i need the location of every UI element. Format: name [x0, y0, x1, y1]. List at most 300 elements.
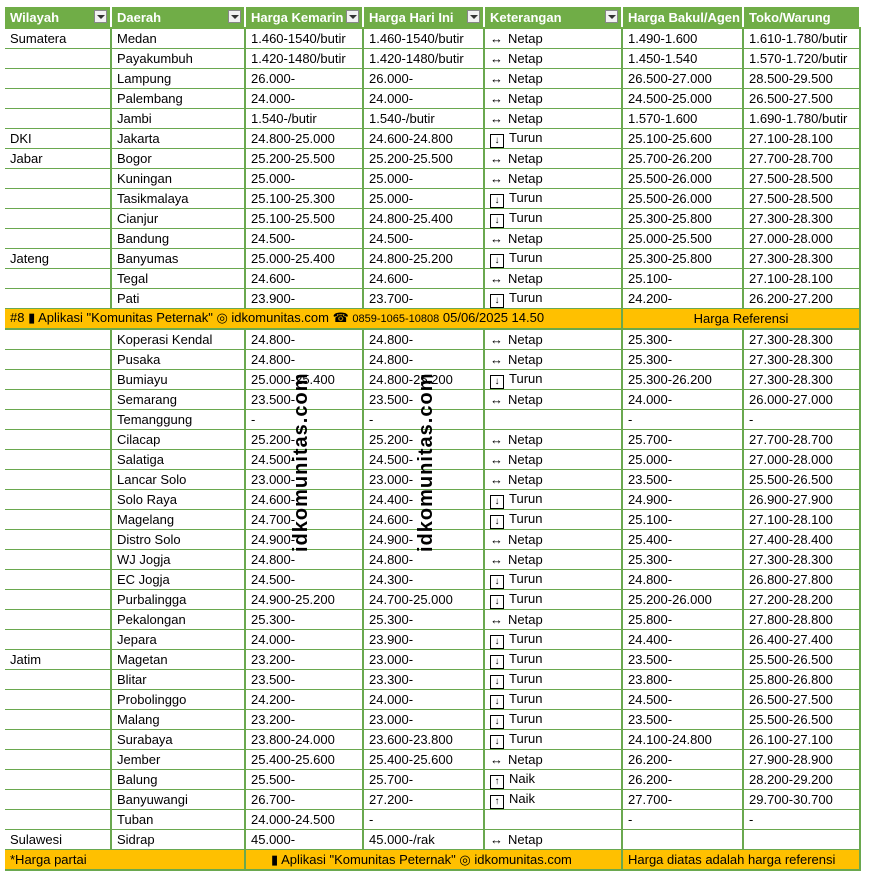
- cell-harga-hari-ini[interactable]: 24.800-: [363, 550, 484, 570]
- cell-toko[interactable]: 1.690-1.780/butir: [743, 109, 860, 129]
- cell-daerah[interactable]: Lampung: [111, 69, 245, 89]
- cell-wilayah[interactable]: [5, 350, 111, 370]
- cell-daerah[interactable]: Jember: [111, 750, 245, 770]
- cell-harga-kemarin[interactable]: 23.900-: [245, 289, 363, 309]
- cell-daerah[interactable]: Magelang: [111, 510, 245, 530]
- cell-harga-bakul[interactable]: 25.400-: [622, 530, 743, 550]
- cell-harga-hari-ini[interactable]: 1.420-1480/butir: [363, 49, 484, 69]
- cell-toko[interactable]: 25.500-26.500: [743, 650, 860, 670]
- cell-harga-kemarin[interactable]: 25.100-25.500: [245, 209, 363, 229]
- cell-keterangan[interactable]: [484, 229, 622, 249]
- cell-keterangan[interactable]: [484, 750, 622, 770]
- cell-harga-hari-ini[interactable]: 23.000-: [363, 710, 484, 730]
- cell-harga-bakul[interactable]: -: [622, 410, 743, 430]
- cell-wilayah[interactable]: [5, 710, 111, 730]
- cell-toko[interactable]: 1.570-1.720/butir: [743, 49, 860, 69]
- cell-toko[interactable]: -: [743, 810, 860, 830]
- cell-wilayah[interactable]: [5, 550, 111, 570]
- cell-harga-kemarin[interactable]: 23.200-: [245, 710, 363, 730]
- cell-daerah[interactable]: Pati: [111, 289, 245, 309]
- cell-toko[interactable]: 27.300-28.300: [743, 550, 860, 570]
- cell-keterangan[interactable]: [484, 269, 622, 289]
- cell-harga-bakul[interactable]: 24.900-: [622, 490, 743, 510]
- cell-daerah[interactable]: Cilacap: [111, 430, 245, 450]
- cell-harga-hari-ini[interactable]: 24.600-: [363, 510, 484, 530]
- cell-harga-hari-ini[interactable]: 24.800-: [363, 329, 484, 350]
- cell-harga-kemarin[interactable]: 25.200-25.500: [245, 149, 363, 169]
- cell-harga-kemarin[interactable]: -: [245, 410, 363, 430]
- cell-keterangan[interactable]: [484, 810, 622, 830]
- telephone-icon: ☎: [328, 310, 353, 325]
- cell-harga-hari-ini[interactable]: 24.600-: [363, 269, 484, 289]
- cell-harga-bakul[interactable]: 26.200-: [622, 750, 743, 770]
- cell-harga-kemarin[interactable]: 24.800-: [245, 350, 363, 370]
- cell-harga-kemarin[interactable]: 25.000-: [245, 169, 363, 189]
- cell-harga-bakul[interactable]: 24.100-24.800: [622, 730, 743, 750]
- cell-keterangan[interactable]: [484, 129, 622, 149]
- cell-harga-hari-ini[interactable]: 1.540-/butir: [363, 109, 484, 129]
- cell-harga-bakul[interactable]: 24.800-: [622, 570, 743, 590]
- cell-keterangan[interactable]: [484, 470, 622, 490]
- cell-harga-kemarin[interactable]: 24.500-: [245, 450, 363, 470]
- cell-wilayah[interactable]: [5, 109, 111, 129]
- cell-toko[interactable]: 28.500-29.500: [743, 69, 860, 89]
- cell-wilayah[interactable]: [5, 510, 111, 530]
- cell-daerah[interactable]: Sidrap: [111, 830, 245, 850]
- cell-toko[interactable]: 25.500-26.500: [743, 710, 860, 730]
- cell-toko[interactable]: 27.200-28.200: [743, 590, 860, 610]
- cell-toko[interactable]: 27.500-28.500: [743, 189, 860, 209]
- cell-harga-bakul[interactable]: 1.450-1.540: [622, 49, 743, 69]
- cell-wilayah[interactable]: [5, 490, 111, 510]
- cell-daerah[interactable]: Bogor: [111, 149, 245, 169]
- cell-harga-kemarin[interactable]: 1.540-/butir: [245, 109, 363, 129]
- cell-harga-kemarin[interactable]: 25.200-: [245, 430, 363, 450]
- cell-daerah[interactable]: Surabaya: [111, 730, 245, 750]
- cell-harga-kemarin[interactable]: 26.700-: [245, 790, 363, 810]
- cell-keterangan[interactable]: [484, 670, 622, 690]
- cell-wilayah[interactable]: Jabar: [5, 149, 111, 169]
- cell-harga-hari-ini[interactable]: 24.000-: [363, 89, 484, 109]
- filter-dropdown-icon[interactable]: [605, 10, 618, 23]
- cell-harga-bakul[interactable]: 24.000-: [622, 390, 743, 410]
- cell-wilayah[interactable]: DKI: [5, 129, 111, 149]
- cell-wilayah[interactable]: [5, 229, 111, 249]
- cell-harga-hari-ini[interactable]: 23.500-: [363, 390, 484, 410]
- cell-toko[interactable]: 27.000-28.000: [743, 229, 860, 249]
- cell-wilayah[interactable]: Sulawesi: [5, 830, 111, 850]
- cell-wilayah[interactable]: [5, 189, 111, 209]
- cell-keterangan[interactable]: [484, 770, 622, 790]
- cell-toko[interactable]: 25.800-26.800: [743, 670, 860, 690]
- cell-harga-bakul[interactable]: 25.100-25.600: [622, 129, 743, 149]
- cell-toko[interactable]: 28.200-29.200: [743, 770, 860, 790]
- cell-daerah[interactable]: Banyuwangi: [111, 790, 245, 810]
- cell-daerah[interactable]: Bandung: [111, 229, 245, 249]
- cell-harga-bakul[interactable]: -: [622, 810, 743, 830]
- cell-daerah[interactable]: Palembang: [111, 89, 245, 109]
- cell-wilayah[interactable]: [5, 590, 111, 610]
- cell-daerah[interactable]: Purbalingga: [111, 590, 245, 610]
- cell-keterangan[interactable]: [484, 730, 622, 750]
- cell-daerah[interactable]: Medan: [111, 28, 245, 49]
- cell-daerah[interactable]: Tuban: [111, 810, 245, 830]
- cell-wilayah[interactable]: Sumatera: [5, 28, 111, 49]
- cell-harga-bakul[interactable]: 25.000-25.500: [622, 229, 743, 249]
- cell-harga-bakul[interactable]: 23.500-: [622, 470, 743, 490]
- cell-harga-bakul[interactable]: 25.500-26.000: [622, 189, 743, 209]
- cell-harga-hari-ini[interactable]: 1.460-1540/butir: [363, 28, 484, 49]
- filter-dropdown-icon[interactable]: [467, 10, 480, 23]
- cell-keterangan[interactable]: [484, 289, 622, 309]
- cell-keterangan[interactable]: [484, 790, 622, 810]
- cell-harga-bakul[interactable]: 27.700-: [622, 790, 743, 810]
- cell-keterangan[interactable]: [484, 109, 622, 129]
- cell-harga-bakul[interactable]: 24.400-: [622, 630, 743, 650]
- cell-harga-bakul[interactable]: 25.000-: [622, 450, 743, 470]
- cell-harga-bakul[interactable]: 26.500-27.000: [622, 69, 743, 89]
- cell-toko[interactable]: 26.900-27.900: [743, 490, 860, 510]
- cell-daerah[interactable]: Salatiga: [111, 450, 245, 470]
- cell-harga-bakul[interactable]: 1.570-1.600: [622, 109, 743, 129]
- cell-harga-bakul[interactable]: 25.100-: [622, 510, 743, 530]
- cell-harga-bakul[interactable]: 25.300-: [622, 329, 743, 350]
- cell-daerah[interactable]: WJ Jogja: [111, 550, 245, 570]
- cell-wilayah[interactable]: [5, 470, 111, 490]
- cell-harga-hari-ini[interactable]: 24.500-: [363, 450, 484, 470]
- cell-daerah[interactable]: Magetan: [111, 650, 245, 670]
- cell-harga-bakul[interactable]: 25.300-25.800: [622, 209, 743, 229]
- cell-harga-kemarin[interactable]: 24.600-: [245, 269, 363, 289]
- cell-toko[interactable]: [743, 830, 860, 850]
- cell-toko[interactable]: 27.300-28.300: [743, 329, 860, 350]
- cell-toko[interactable]: 27.100-28.100: [743, 129, 860, 149]
- cell-toko[interactable]: 26.500-27.500: [743, 690, 860, 710]
- cell-harga-hari-ini[interactable]: 23.900-: [363, 630, 484, 650]
- cell-wilayah[interactable]: [5, 450, 111, 470]
- cell-harga-hari-ini[interactable]: 23.300-: [363, 670, 484, 690]
- cell-harga-hari-ini[interactable]: -: [363, 810, 484, 830]
- cell-daerah[interactable]: Cianjur: [111, 209, 245, 229]
- col-header-keterangan[interactable]: Keterangan: [484, 7, 622, 28]
- cell-keterangan[interactable]: [484, 69, 622, 89]
- cell-harga-bakul[interactable]: 25.300-25.800: [622, 249, 743, 269]
- cell-keterangan[interactable]: [484, 630, 622, 650]
- cell-harga-hari-ini[interactable]: 24.700-25.000: [363, 590, 484, 610]
- cell-harga-bakul[interactable]: 26.200-: [622, 770, 743, 790]
- cell-harga-kemarin[interactable]: 25.400-25.600: [245, 750, 363, 770]
- cell-harga-bakul[interactable]: 1.490-1.600: [622, 28, 743, 49]
- cell-toko[interactable]: 1.610-1.780/butir: [743, 28, 860, 49]
- cell-harga-hari-ini[interactable]: 27.200-: [363, 790, 484, 810]
- cell-toko[interactable]: 27.100-28.100: [743, 269, 860, 289]
- cell-toko[interactable]: 27.500-28.500: [743, 169, 860, 189]
- cell-daerah[interactable]: Banyumas: [111, 249, 245, 269]
- cell-daerah[interactable]: Probolinggo: [111, 690, 245, 710]
- filter-dropdown-icon[interactable]: [228, 10, 241, 23]
- cell-daerah[interactable]: Pusaka: [111, 350, 245, 370]
- cell-keterangan[interactable]: [484, 249, 622, 269]
- cell-daerah[interactable]: Tegal: [111, 269, 245, 289]
- cell-wilayah[interactable]: [5, 269, 111, 289]
- cell-wilayah[interactable]: Jatim: [5, 650, 111, 670]
- cell-harga-kemarin[interactable]: 24.800-: [245, 329, 363, 350]
- status-label: Turun: [509, 511, 543, 526]
- cell-keterangan[interactable]: [484, 49, 622, 69]
- cell-harga-kemarin[interactable]: 25.000-25.400: [245, 370, 363, 390]
- table-row: [5, 670, 860, 690]
- cell-toko[interactable]: 26.800-27.800: [743, 570, 860, 590]
- cell-daerah[interactable]: Bumiayu: [111, 370, 245, 390]
- cell-keterangan[interactable]: [484, 390, 622, 410]
- cell-keterangan[interactable]: [484, 510, 622, 530]
- cell-harga-bakul[interactable]: 24.500-: [622, 690, 743, 710]
- cell-daerah[interactable]: Jambi: [111, 109, 245, 129]
- cell-keterangan[interactable]: [484, 650, 622, 670]
- cell-harga-bakul[interactable]: 25.800-: [622, 610, 743, 630]
- cell-harga-bakul[interactable]: 24.200-: [622, 289, 743, 309]
- cell-wilayah[interactable]: [5, 329, 111, 350]
- cell-keterangan[interactable]: [484, 570, 622, 590]
- cell-keterangan[interactable]: [484, 28, 622, 49]
- cell-harga-kemarin[interactable]: 24.000-24.500: [245, 810, 363, 830]
- filter-dropdown-icon[interactable]: [346, 10, 359, 23]
- cell-wilayah[interactable]: [5, 169, 111, 189]
- cell-harga-kemarin[interactable]: 25.500-: [245, 770, 363, 790]
- cell-keterangan[interactable]: [484, 530, 622, 550]
- cell-harga-hari-ini[interactable]: 45.000-/rak: [363, 830, 484, 850]
- cell-harga-kemarin[interactable]: 25.000-25.400: [245, 249, 363, 269]
- cell-toko[interactable]: 27.000-28.000: [743, 450, 860, 470]
- cell-harga-hari-ini[interactable]: 24.000-: [363, 690, 484, 710]
- cell-daerah[interactable]: Blitar: [111, 670, 245, 690]
- cell-wilayah[interactable]: [5, 790, 111, 810]
- cell-harga-hari-ini[interactable]: 26.000-: [363, 69, 484, 89]
- cell-harga-bakul[interactable]: 23.800-: [622, 670, 743, 690]
- cell-keterangan[interactable]: [484, 610, 622, 630]
- col-header-harga-hari-ini[interactable]: Harga Hari Ini: [363, 7, 484, 28]
- cell-harga-kemarin[interactable]: 24.500-: [245, 229, 363, 249]
- col-header-harga-bakul[interactable]: Harga Bakul/Agen: [622, 7, 743, 28]
- cell-harga-hari-ini[interactable]: 23.600-23.800: [363, 730, 484, 750]
- cell-toko[interactable]: 27.900-28.900: [743, 750, 860, 770]
- col-header-harga-kemarin[interactable]: Harga Kemarin: [245, 7, 363, 28]
- cell-keterangan[interactable]: [484, 370, 622, 390]
- cell-daerah[interactable]: Koperasi Kendal: [111, 329, 245, 350]
- cell-wilayah[interactable]: [5, 89, 111, 109]
- cell-daerah[interactable]: Jakarta: [111, 129, 245, 149]
- col-header-wilayah[interactable]: Wilayah: [5, 7, 111, 28]
- cell-harga-kemarin[interactable]: 24.000-: [245, 630, 363, 650]
- cell-harga-bakul[interactable]: 24.500-25.000: [622, 89, 743, 109]
- cell-wilayah[interactable]: [5, 390, 111, 410]
- cell-harga-kemarin[interactable]: 23.500-: [245, 390, 363, 410]
- cell-wilayah[interactable]: [5, 289, 111, 309]
- cell-daerah[interactable]: Solo Raya: [111, 490, 245, 510]
- cell-harga-bakul[interactable]: 25.500-26.000: [622, 169, 743, 189]
- cell-toko[interactable]: 26.200-27.200: [743, 289, 860, 309]
- status-label: Turun: [509, 651, 543, 666]
- cell-harga-kemarin[interactable]: 24.500-: [245, 570, 363, 590]
- cell-daerah[interactable]: Lancar Solo: [111, 470, 245, 490]
- cell-keterangan[interactable]: [484, 830, 622, 850]
- cell-toko[interactable]: 26.000-27.000: [743, 390, 860, 410]
- cell-harga-kemarin[interactable]: 24.200-: [245, 690, 363, 710]
- cell-wilayah[interactable]: [5, 630, 111, 650]
- cell-wilayah[interactable]: [5, 530, 111, 550]
- cell-wilayah[interactable]: [5, 430, 111, 450]
- cell-harga-kemarin[interactable]: 23.200-: [245, 650, 363, 670]
- cell-keterangan[interactable]: [484, 89, 622, 109]
- cell-keterangan[interactable]: [484, 149, 622, 169]
- cell-keterangan[interactable]: [484, 550, 622, 570]
- cell-daerah[interactable]: Semarang: [111, 390, 245, 410]
- cell-wilayah[interactable]: Jateng: [5, 249, 111, 269]
- cell-harga-bakul[interactable]: 23.500-: [622, 710, 743, 730]
- cell-harga-kemarin[interactable]: 1.460-1540/butir: [245, 28, 363, 49]
- cell-keterangan[interactable]: [484, 710, 622, 730]
- cell-toko[interactable]: 27.300-28.300: [743, 370, 860, 390]
- cell-toko[interactable]: 25.500-26.500: [743, 470, 860, 490]
- cell-keterangan[interactable]: [484, 329, 622, 350]
- cell-daerah[interactable]: Kuningan: [111, 169, 245, 189]
- cell-wilayah[interactable]: [5, 810, 111, 830]
- cell-harga-kemarin[interactable]: 24.800-25.000: [245, 129, 363, 149]
- cell-keterangan[interactable]: [484, 169, 622, 189]
- cell-wilayah[interactable]: [5, 570, 111, 590]
- cell-toko[interactable]: 26.100-27.100: [743, 730, 860, 750]
- cell-keterangan[interactable]: [484, 189, 622, 209]
- cell-wilayah[interactable]: [5, 69, 111, 89]
- cell-daerah[interactable]: Distro Solo: [111, 530, 245, 550]
- cell-wilayah[interactable]: [5, 730, 111, 750]
- col-header-toko[interactable]: Toko/Warung: [743, 7, 860, 28]
- cell-harga-hari-ini[interactable]: 23.000-: [363, 470, 484, 490]
- cell-toko[interactable]: 27.700-28.700: [743, 149, 860, 169]
- cell-daerah[interactable]: Jepara: [111, 630, 245, 650]
- cell-harga-hari-ini[interactable]: 25.200-25.500: [363, 149, 484, 169]
- cell-daerah[interactable]: Balung: [111, 770, 245, 790]
- cell-harga-kemarin[interactable]: 24.600-: [245, 490, 363, 510]
- cell-daerah[interactable]: Tasikmalaya: [111, 189, 245, 209]
- cell-wilayah[interactable]: [5, 750, 111, 770]
- cell-daerah[interactable]: Malang: [111, 710, 245, 730]
- cell-keterangan[interactable]: [484, 690, 622, 710]
- cell-harga-hari-ini[interactable]: 25.000-: [363, 189, 484, 209]
- cell-harga-hari-ini[interactable]: 24.800-25.200: [363, 249, 484, 269]
- cell-wilayah[interactable]: [5, 690, 111, 710]
- cell-toko[interactable]: 27.300-28.300: [743, 249, 860, 269]
- cell-toko[interactable]: -: [743, 410, 860, 430]
- cell-toko[interactable]: 26.400-27.400: [743, 630, 860, 650]
- cell-wilayah[interactable]: [5, 610, 111, 630]
- cell-harga-kemarin[interactable]: 23.000-: [245, 470, 363, 490]
- cell-daerah[interactable]: Pekalongan: [111, 610, 245, 630]
- cell-harga-kemarin[interactable]: 23.500-: [245, 670, 363, 690]
- cell-harga-bakul[interactable]: [622, 830, 743, 850]
- cell-keterangan[interactable]: [484, 410, 622, 430]
- cell-harga-bakul[interactable]: 25.300-: [622, 350, 743, 370]
- cell-harga-hari-ini[interactable]: 24.800-25.400: [363, 209, 484, 229]
- cell-harga-hari-ini[interactable]: 24.600-24.800: [363, 129, 484, 149]
- status-label: Netap: [508, 111, 543, 126]
- cell-harga-hari-ini[interactable]: -: [363, 410, 484, 430]
- cell-harga-bakul[interactable]: 25.700-26.200: [622, 149, 743, 169]
- cell-wilayah[interactable]: [5, 670, 111, 690]
- cell-keterangan[interactable]: [484, 450, 622, 470]
- cell-keterangan[interactable]: [484, 209, 622, 229]
- banner-phone[interactable]: 0859-1065-10808: [352, 313, 440, 325]
- cell-daerah[interactable]: EC Jogja: [111, 570, 245, 590]
- cell-harga-hari-ini[interactable]: 25.400-25.600: [363, 750, 484, 770]
- cell-harga-kemarin[interactable]: 1.420-1480/butir: [245, 49, 363, 69]
- cell-toko[interactable]: 27.300-28.300: [743, 350, 860, 370]
- cell-harga-kemarin[interactable]: 24.800-: [245, 550, 363, 570]
- cell-keterangan[interactable]: [484, 490, 622, 510]
- cell-harga-kemarin[interactable]: 26.000-: [245, 69, 363, 89]
- cell-toko[interactable]: 27.400-28.400: [743, 530, 860, 550]
- cell-harga-hari-ini[interactable]: 25.000-: [363, 169, 484, 189]
- cell-toko[interactable]: 27.300-28.300: [743, 209, 860, 229]
- cell-harga-hari-ini[interactable]: 25.700-: [363, 770, 484, 790]
- banner-site[interactable]: idkomunitas.com: [231, 310, 329, 325]
- cell-daerah[interactable]: Payakumbuh: [111, 49, 245, 69]
- cell-harga-hari-ini[interactable]: 24.500-: [363, 229, 484, 249]
- cell-wilayah[interactable]: [5, 49, 111, 69]
- cell-toko[interactable]: 26.500-27.500: [743, 89, 860, 109]
- cell-keterangan[interactable]: [484, 350, 622, 370]
- filter-dropdown-icon[interactable]: [94, 10, 107, 23]
- cell-harga-bakul[interactable]: 25.300-26.200: [622, 370, 743, 390]
- cell-harga-hari-ini[interactable]: 24.300-: [363, 570, 484, 590]
- cell-harga-hari-ini[interactable]: 24.400-: [363, 490, 484, 510]
- cell-harga-bakul[interactable]: 25.100-: [622, 269, 743, 289]
- col-header-daerah[interactable]: Daerah: [111, 7, 245, 28]
- cell-keterangan[interactable]: [484, 590, 622, 610]
- cell-harga-kemarin[interactable]: 25.300-: [245, 610, 363, 630]
- cell-harga-kemarin[interactable]: 23.800-24.000: [245, 730, 363, 750]
- cell-harga-kemarin[interactable]: 25.100-25.300: [245, 189, 363, 209]
- cell-toko[interactable]: 27.100-28.100: [743, 510, 860, 530]
- footer-site[interactable]: idkomunitas.com: [474, 852, 572, 867]
- cell-harga-bakul[interactable]: 25.700-: [622, 430, 743, 450]
- cell-toko[interactable]: 27.700-28.700: [743, 430, 860, 450]
- cell-toko[interactable]: 27.800-28.800: [743, 610, 860, 630]
- cell-harga-hari-ini[interactable]: 25.300-: [363, 610, 484, 630]
- cell-wilayah[interactable]: [5, 410, 111, 430]
- cell-toko[interactable]: 29.700-30.700: [743, 790, 860, 810]
- cell-daerah[interactable]: Temanggung: [111, 410, 245, 430]
- cell-harga-kemarin[interactable]: 24.700-: [245, 510, 363, 530]
- cell-harga-kemarin[interactable]: 24.000-: [245, 89, 363, 109]
- cell-harga-hari-ini[interactable]: 23.700-: [363, 289, 484, 309]
- cell-harga-kemarin[interactable]: 24.900-25.200: [245, 590, 363, 610]
- cell-harga-kemarin[interactable]: 24.900-: [245, 530, 363, 550]
- cell-harga-hari-ini[interactable]: 23.000-: [363, 650, 484, 670]
- cell-harga-hari-ini[interactable]: 25.200-: [363, 430, 484, 450]
- cell-wilayah[interactable]: [5, 370, 111, 390]
- cell-harga-bakul[interactable]: 25.300-: [622, 550, 743, 570]
- cell-keterangan[interactable]: [484, 430, 622, 450]
- cell-harga-bakul[interactable]: 25.200-26.000: [622, 590, 743, 610]
- cell-harga-hari-ini[interactable]: 24.900-: [363, 530, 484, 550]
- cell-wilayah[interactable]: [5, 209, 111, 229]
- cell-harga-kemarin[interactable]: 45.000-: [245, 830, 363, 850]
- cell-harga-bakul[interactable]: 23.500-: [622, 650, 743, 670]
- cell-harga-hari-ini[interactable]: 24.800-: [363, 350, 484, 370]
- cell-wilayah[interactable]: [5, 770, 111, 790]
- cell-harga-hari-ini[interactable]: 24.800-25.200: [363, 370, 484, 390]
